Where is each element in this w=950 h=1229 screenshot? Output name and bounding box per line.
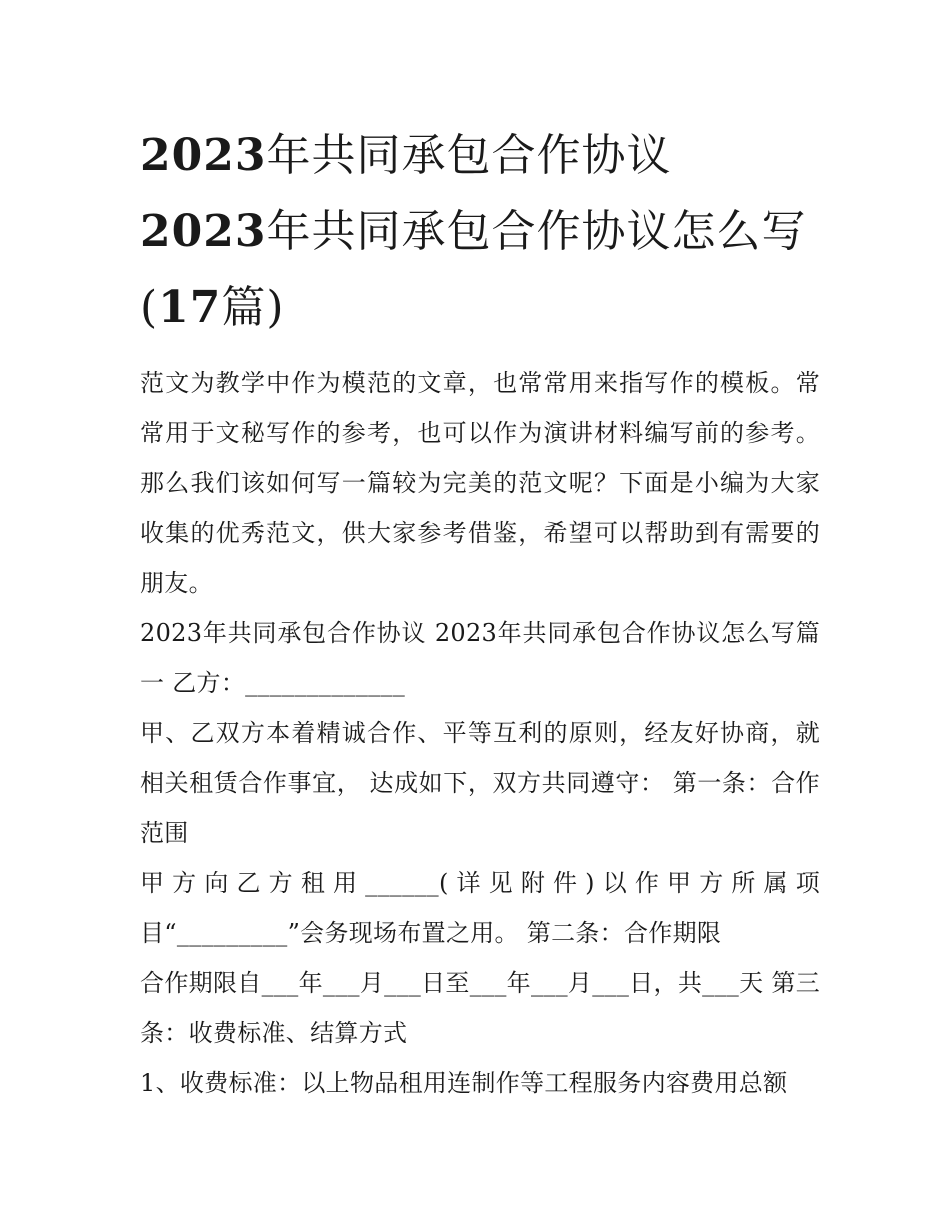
principle-paragraph: 甲、乙双方本着精诚合作、平等互利的原则，经友好协商，就相关租赁合作事宜， 达成如下，双方共同遵守： 第一条：合作范围 xyxy=(140,719,820,847)
title-year-2: 2023 xyxy=(140,206,267,257)
title-text-2: 年共同承包合作协议怎么写 xyxy=(266,206,807,257)
title-paren-close: 篇) xyxy=(221,282,285,333)
title-year-1: 2023 xyxy=(140,130,267,181)
period-paragraph: 合作期限自___年___月___日至___年___月___日，共___天 第三条：收费标准、结算方式 xyxy=(140,969,820,1047)
document-title xyxy=(140,118,820,346)
document-page xyxy=(140,118,820,1108)
section-heading: 2023年共同承包合作协议 2023年共同承包合作协议怎么写篇一 乙方：_____________ xyxy=(140,619,820,697)
title-count: 17 xyxy=(158,282,222,333)
title-paren-open: ( xyxy=(140,282,159,333)
title-text-1: 年共同承包合作协议 xyxy=(266,130,672,181)
intro-paragraph: 范文为教学中作为模范的文章，也常常用来指写作的模板。常常用于文秘写作的参考，也可以作为演讲材料编写前的参考。那么我们该如何写一篇较为完美的范文呢？下面是小编为大家收集的优秀范文，供大家参考借鉴，希望可以帮助到有需要的朋友。 xyxy=(140,369,820,597)
fee-paragraph: 1、收费标准：以上物品租用连制作等工程服务内容费用总额 xyxy=(140,1069,788,1097)
scope-paragraph: 甲方向乙方租用______(详见附件)以作甲方所属项目“_________”会务现场布置之用。 第二条：合作期限 xyxy=(140,869,820,947)
